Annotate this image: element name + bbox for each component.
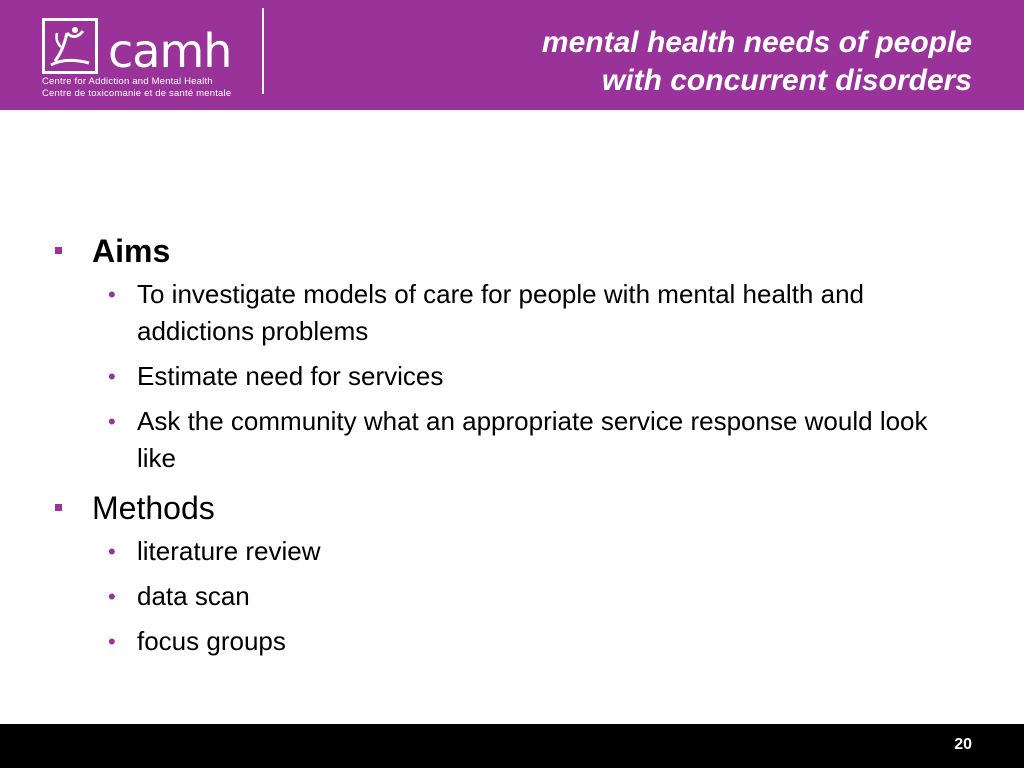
list-item bbox=[52, 403, 972, 477]
round-bullet-icon: • bbox=[108, 364, 116, 389]
round-bullet-icon: • bbox=[108, 409, 116, 434]
list-item bbox=[52, 578, 972, 615]
list-item-text: Ask the community what an appropriate service response would look like bbox=[137, 406, 928, 473]
list-item-text: To investigate models of care for people with mental health and addictions problems bbox=[137, 279, 864, 346]
header-divider bbox=[262, 8, 264, 94]
square-bullet-icon bbox=[55, 504, 62, 511]
slide-title-line-1: mental health needs of people bbox=[541, 26, 972, 59]
bullet-content bbox=[52, 228, 972, 668]
list-item-text: data scan bbox=[137, 581, 250, 611]
section-methods bbox=[52, 485, 972, 531]
aims-list bbox=[52, 276, 972, 477]
round-bullet-icon: • bbox=[108, 584, 116, 609]
list-item bbox=[52, 623, 972, 660]
round-bullet-icon: • bbox=[108, 282, 116, 307]
section-aims bbox=[52, 228, 972, 274]
logo-subtitle-french: Centre de toxicomanie et de santé mentale bbox=[42, 88, 232, 99]
round-bullet-icon: • bbox=[108, 539, 116, 564]
logo-subtitle-english: Centre for Addiction and Mental Health bbox=[42, 76, 213, 87]
methods-list bbox=[52, 533, 972, 660]
round-bullet-icon: • bbox=[108, 629, 116, 654]
slide-title-line-2: with concurrent disorders bbox=[601, 64, 972, 97]
list-item bbox=[52, 276, 972, 350]
logo-wordmark: camh bbox=[108, 24, 232, 78]
slide-title bbox=[332, 24, 972, 100]
list-item-text: focus groups bbox=[137, 626, 286, 656]
section-heading: Aims bbox=[92, 233, 171, 269]
list-item bbox=[52, 533, 972, 570]
square-bullet-icon bbox=[55, 247, 62, 254]
list-item-text: literature review bbox=[137, 536, 321, 566]
camh-logo bbox=[38, 14, 238, 100]
camh-figure-logo-icon bbox=[42, 18, 98, 74]
footer-bar bbox=[0, 724, 1024, 768]
list-item bbox=[52, 358, 972, 395]
header-bar bbox=[0, 0, 1024, 110]
page-number: 20 bbox=[954, 736, 972, 753]
list-item-text: Estimate need for services bbox=[137, 361, 444, 391]
section-heading: Methods bbox=[92, 490, 215, 526]
